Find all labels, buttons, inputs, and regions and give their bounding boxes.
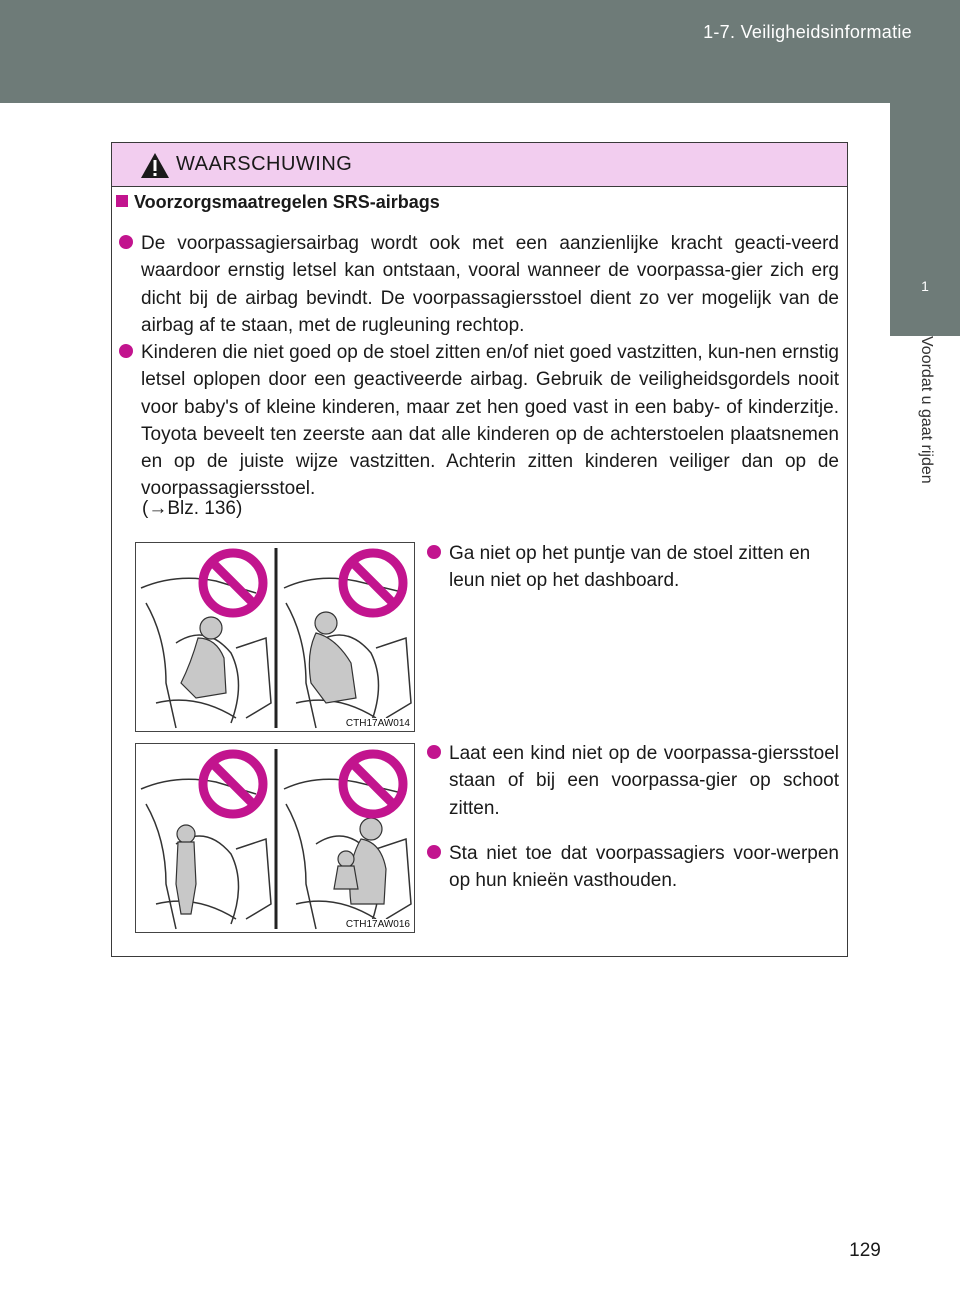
page-reference: (→Blz. 136)	[142, 498, 243, 519]
round-bullet-icon	[119, 235, 133, 249]
page-header	[0, 0, 960, 103]
section-title: 1-7. Veiligheidsinformatie	[703, 22, 912, 42]
page-number: 129	[849, 1240, 881, 1261]
round-bullet-icon	[427, 745, 441, 759]
bullet-text: Ga niet op het puntje van de stoel zitten en leun niet op het dashboard.	[449, 543, 811, 592]
illustration-child-on-seat	[135, 743, 415, 933]
prohibition-icon	[203, 754, 403, 814]
bullet-text: De voorpassagiersairbag wordt ook met een aanzienlijke kracht geacti-veerd waardoor ernstig letsel kan ontstaan, vooral wanneer de voorpassa-gier zich erg dicht bij de airbag bevindt. De voorpassagiersstoel dient zo ver mogelijk van de airbag af te staan, met de rugleuning rechtop.	[141, 233, 839, 336]
car-interior-drawing	[136, 543, 415, 732]
bullet-item	[141, 230, 839, 339]
bullet-item	[449, 740, 839, 822]
illustration-leaning-passenger	[135, 542, 415, 732]
warning-header	[112, 143, 847, 187]
illustration-code: CTH17AW014	[345, 718, 410, 729]
car-interior-drawing	[136, 744, 415, 933]
chapter-title	[907, 336, 935, 484]
section-heading-text: Voorzorgsmaatregelen SRS-airbags	[134, 192, 440, 212]
bullet-item	[141, 339, 839, 503]
warning-triangle-icon	[140, 152, 170, 179]
round-bullet-icon	[119, 344, 133, 358]
bullet-text: Sta niet toe dat voorpassagiers voor-werpen op hun knieën vasthouden.	[449, 843, 839, 892]
chapter-title-text: Voordat u gaat rijden	[918, 336, 935, 484]
warning-title: WAARSCHUWING	[176, 153, 353, 175]
chapter-number: 1	[921, 278, 929, 294]
square-bullet-icon	[116, 195, 128, 207]
round-bullet-icon	[427, 545, 441, 559]
bullet-item	[449, 540, 839, 595]
bullet-text: Laat een kind niet op de voorpassa-giersstoel staan of bij een voorpassa-gier op schoot zitten.	[449, 743, 839, 819]
bullet-text: Kinderen die niet goed op de stoel zitten en/of niet goed vastzitten, kun-nen ernstig letsel oplopen door een geactiveerde airbag. Gebruik de veiligheidsgordels nooit voor baby's of kleine kinderen, maar zet hen goed vast in een baby- of kinderzitje. Toyota beveelt ten zeerste aan dat alle kinderen op de achterstoelen plaatsnemen en op de juiste wijze vastzitten. Achterin zitten kinderen veiliger dan op de voorpassagiersstoel.	[141, 342, 839, 500]
illustration-code: CTH17AW016	[345, 919, 410, 930]
bullet-item	[449, 840, 839, 895]
prohibition-icon	[203, 553, 403, 613]
chapter-side-tab	[890, 103, 960, 336]
round-bullet-icon	[427, 845, 441, 859]
section-heading	[116, 192, 440, 213]
